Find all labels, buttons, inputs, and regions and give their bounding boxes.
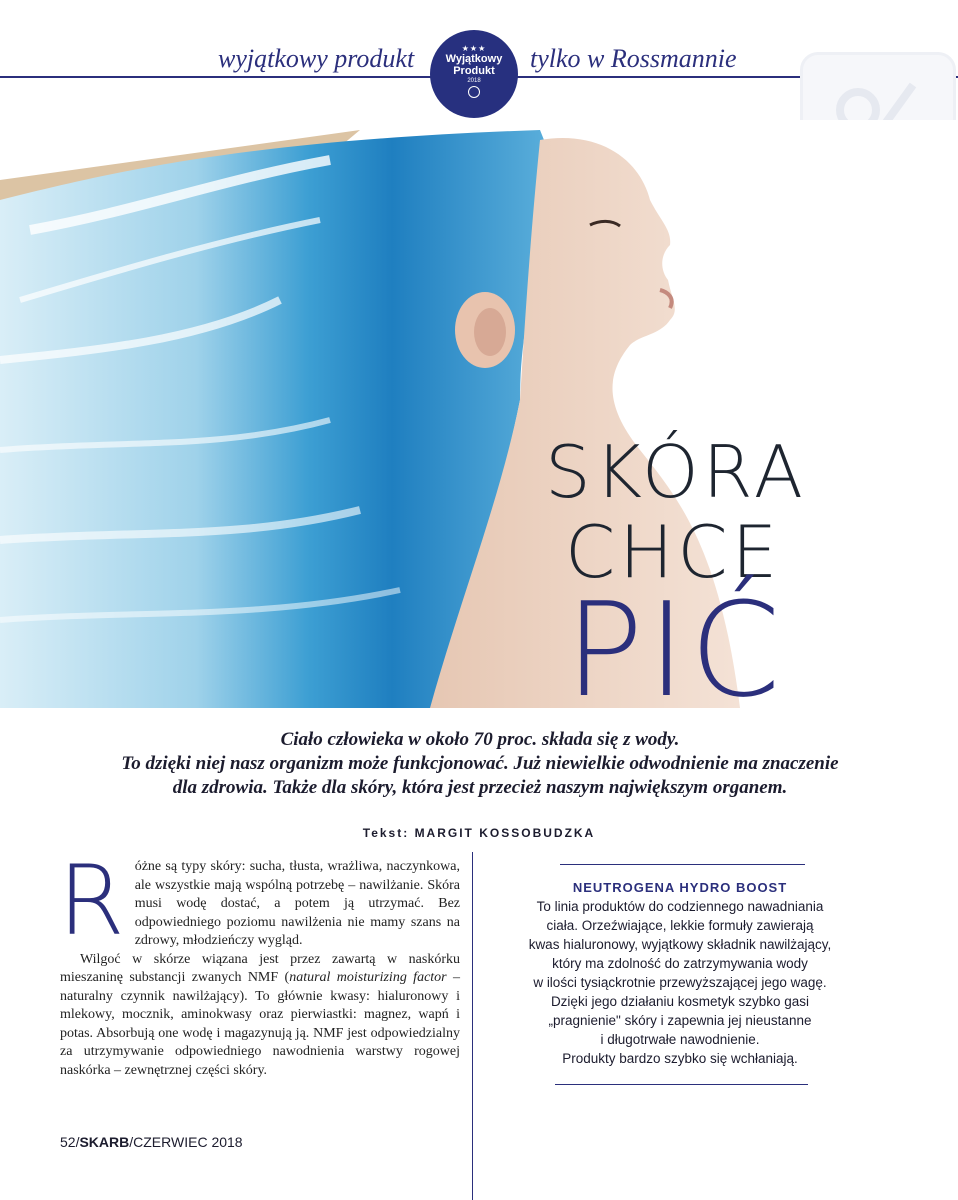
dropcap: R (58, 845, 125, 957)
byline (0, 826, 958, 840)
lead-line2: To dzięki niej nasz organizm może funkcjonować. Już niewielkie odwodnienie ma znaczenie (121, 753, 839, 774)
magazine-name: SKARB (79, 1134, 130, 1150)
paragraph-2-start: Wilgoć w skórze wiązana jest przez zawartą w naskórku mieszaninę substancji zwanych NMF ( (60, 951, 460, 985)
headline-line3: PIĆ (565, 574, 785, 726)
header-left-tagline: wyjątkowy produkt (218, 44, 415, 73)
page-footer: 52/SKARB/CZERWIEC 2018 (60, 1134, 243, 1150)
article-paragraph-2 (60, 951, 460, 1081)
sidebar-line: „pragnienie" skóry i zapewnia jej nieustanne (548, 1013, 812, 1028)
rossmann-logo-icon (468, 86, 480, 98)
badge-line2: Produkt (453, 65, 495, 77)
page-number: 52 (60, 1134, 76, 1150)
issue-date: CZERWIEC 2018 (133, 1134, 243, 1150)
headline-line1: SKÓRA (545, 430, 808, 514)
lead-line3: dla zdrowia. Także dla skóry, która jest przecież naszym największym organem. (172, 777, 788, 798)
sidebar-box (505, 878, 855, 1068)
sidebar-line: Dzięki jego działaniu kosmetyk szybko gasi (550, 994, 810, 1009)
sidebar-line: To linia produktów do codziennego nawadniania (536, 899, 824, 914)
badge-stars: ★★★ (461, 44, 487, 53)
badge-line1: Wyjątkowy (445, 53, 503, 65)
column-divider (472, 852, 473, 1200)
header-right-tagline: tylko w Rossmannie (530, 44, 737, 73)
product-badge (430, 30, 518, 118)
sidebar-line: w ilości tysiąckrotnie przewyższającej jego wagę. (533, 975, 827, 990)
lead-paragraph (60, 728, 900, 800)
article-body (58, 845, 460, 1080)
sidebar-line: który ma zdolność do zatrzymywania wody (552, 956, 808, 971)
lead-line1: Ciało człowieka w około 70 proc. składa się z wody. (280, 729, 680, 750)
paragraph-1-text: óżne są typy skóry: sucha, tłusta, wrażliwa, naczynkowa, ale wszystkie mają wspólną potrzebę – nawilżanie. Skóra musi wodę dostać, a potem ją utrzymać. Bez odpowiedniego poziomu nawilżenia nie mamy szans na zdrowy, młodzieńczy wygląd. (134, 859, 460, 948)
paragraph-2-end: – naturalny czynnik nawilżający). To głównie kwasy: hialuronowy i mlekowy, mocznik, aminokwasy oraz pierwiastki: magnez, wapń i potas. Absorbują one wodę i magazynują ją. NMF jest odpowiedzialny za utrzymywanie odpowiedniego nawodnienia warstwy rogowej naskórka – zewnętrznej części skóry. (60, 970, 460, 1078)
paragraph-2-italic: natural moisturizing factor (289, 970, 447, 985)
sidebar-line: kwas hialuronowy, wyjątkowy składnik nawilżający, (528, 937, 832, 952)
article-paragraph-1 (58, 845, 460, 957)
sidebar-title: NEUTROGENA HYDRO BOOST (572, 880, 788, 895)
sidebar-line: ciała. Orzeźwiające, lekkie formuły zawierają (546, 918, 814, 933)
sidebar-line: Produkty bardzo szybko się wchłaniają. (562, 1051, 798, 1066)
headline-line2: CHCE (565, 510, 782, 594)
sidebar-line: i długotrwałe nawodnienie. (600, 1032, 760, 1047)
byline-label: Tekst: (362, 826, 410, 840)
sidebar-rule-top (560, 864, 805, 865)
badge-year: 2018 (467, 78, 481, 84)
byline-author: MARGIT KOSSOBUDZKA (414, 826, 596, 840)
sidebar-rule-bottom (555, 1084, 808, 1085)
